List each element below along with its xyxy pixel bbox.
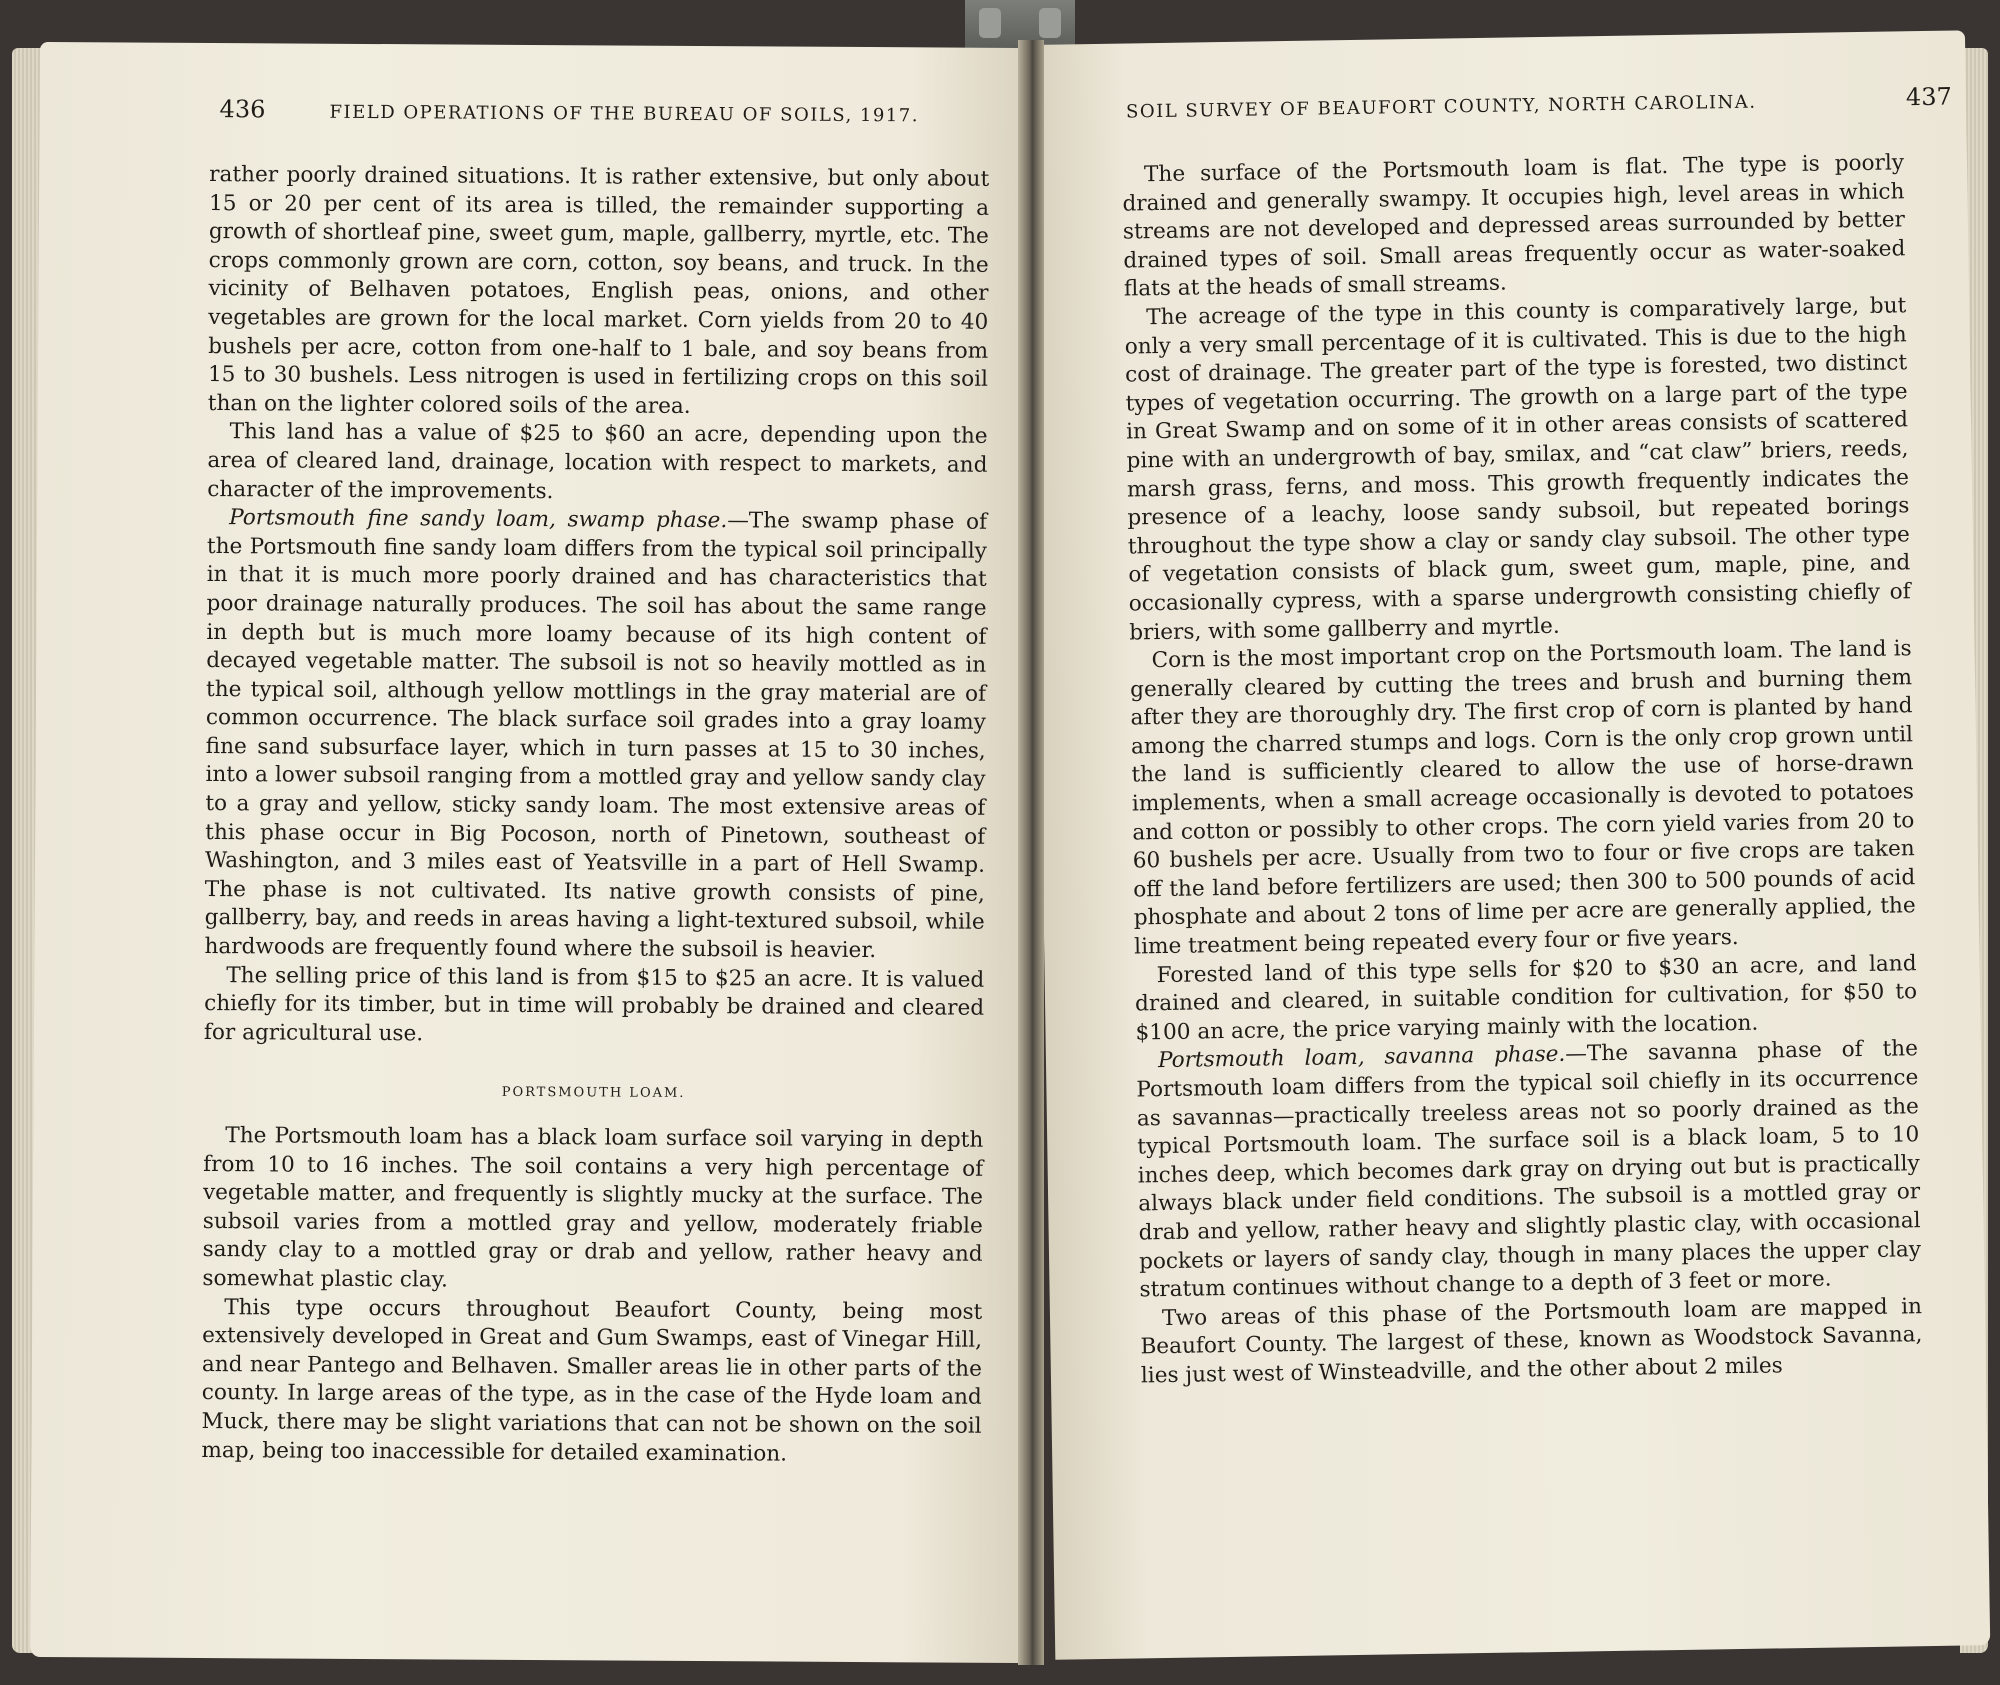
body-text <box>1122 149 1923 1391</box>
paragraph-run-in-title: Portsmouth loam, savanna phase. <box>1157 1042 1566 1074</box>
book-gutter <box>1018 40 1044 1665</box>
paragraph: rather poorly drained situations. It is rather extensive, but only about 15 or 20 per cent of its area is tilled, the remainder supporting a growth of shortleaf pine, sweet gum, maple, gallberry, myrtle, etc. The crops commonly grown are corn, cotton, soy beans, and truck. In the vicinity of Belhaven potatoes, English peas, onions, and other vegetables are grown for the local market. Corn yields from 20 to 40 bushels per acre, cotton from one-half to 1 bale, and soy beans from 15 to 30 bushels. Less nitrogen is used in fertilizing crops on this soil than on the lighter colored soils of the area. <box>207 162 990 419</box>
paragraph: This land has a value of $25 to $60 an acre, depending upon the area of cleared land, drainage, location with respect to markets, and character of the improvements. <box>207 419 988 504</box>
section-heading: PORTSMOUTH LOAM. <box>501 1085 686 1102</box>
left-page <box>30 42 1030 1663</box>
paragraph <box>204 504 987 966</box>
paragraph <box>1136 1036 1922 1306</box>
right-page <box>1030 30 1990 1659</box>
paragraph: Corn is the most important crop on the Portsmouth loam. The land is generally cleared by cutting the trees and brush and burning them after they are thoroughly dry. The first crop of corn is planted by hand among the charred stumps and logs. Corn is the only crop grown until the land is sufficiently cleared to allow the use of horse-drawn implements, when a small acreage occasionally is devoted to potatoes and cotton or possibly to other crops. The corn yield varies from 20 to 60 bushels per acre. Usually from two to four or five crops are taken off the land before fertilizers are used; then 300 to 500 pounds of acid phosphate and about 2 tons of lime per acre are generally applied, the lime treatment being repeated every four or five years. <box>1129 636 1916 960</box>
running-head: SOIL SURVEY OF BEAUFORT COUNTY, NORTH CAROLINA. <box>1125 91 1757 123</box>
paragraph: The acreage of the type in this county is comparatively large, but only a very small percentage of it is cultivated. This is due to the high cost of drainage. The greater part of the type is forested, two distinct types of vegetation occurring. The growth on a large part of the type in Great Swamp and on some of it in other areas consists of scattered pine with an undergrowth of bay, smilax, and “cat claw” briers, reeds, marsh grass, ferns, and moss. This growth frequently indicates the presence of a leachy, loose sandy subsoil, but repeated borings throughout the type show a clay or sandy clay subsoil. The other type of vegetation consists of black gum, sweet gum, maple, pine, and occasionally cypress, with a sparse undergrowth consisting chiefly of briers, with some gallberry and myrtle. <box>1124 293 1911 646</box>
paragraph: The Portsmouth loam has a black loam surface soil varying in depth from 10 to 16 inches. The soil contains a very high percentage of vegetable matter, and frequently is slightly mucky at the surface. The subsoil varies from a mottled gray and yellow, moderately friable sandy clay to a mottled gray or drab and yellow, rather heavy and somewhat plastic clay. <box>202 1123 984 1293</box>
paragraph-body: —The savanna phase of the Portsmouth loam differs from the typical soil chiefly in its occurrence as savannas—practically treeless areas not so poorly drained as the typical Portsmouth loam. The surface soil is a black loam, 5 to 10 inches deep, which becomes dark gray on drying out but is practically always black under field conditions. The subsoil is a mottled gray or drab and yellow, rather heavy and slightly plastic clay, with occasional pockets or layers of sandy clay, though in many places the upper clay stratum continues without change to a depth of 3 feet or more. <box>1136 1036 1922 1303</box>
paragraph-body: —The swamp phase of the Portsmouth fine sandy loam differs from the typical soil principally in that it is much more poorly drained and has characteristics that poor drainage naturally produces. The soil has about the same range in depth but is much more loamy because of its high content of decayed vegetable matter. The subsoil is not so heavily mottled as in the typical soil, although yellow mottlings in the gray material are of common occurrence. The black surface soil grades into a gray loamy fine sand subsurface layer, which in turn passes at 15 to 30 inches, into a lower subsoil ranging from a mottled gray and yellow sandy clay to a gray and yellow, sticky sandy loam. The most extensive areas of this phase occur in Big Pocoson, north of Pinetown, southeast of Washington, and 3 miles east of Yeatsville in a part of Hell Swamp. The phase is not cultivated. Its native growth consists of pine, gallberry, bay, and reeds in areas having a light-textured subsoil, while hardwoods are frequently found where the subsoil is heavier. <box>204 508 988 964</box>
body-text <box>201 161 989 1470</box>
paragraph-run-in-title: Portsmouth fine sandy loam, swamp phase. <box>229 505 728 534</box>
paragraph: Two areas of this phase of the Portsmouth loam are mapped in Beaufort County. The largest of these, known as Woodstock Savanna, lies just west of Winsteadville, and the other about 2 miles <box>1140 1293 1923 1389</box>
paragraph: This type occurs throughout Beaufort County, being most extensively developed in Great and Gum Swamps, east of Vinegar Hill, and near Pantego and Belhaven. Smaller areas lie in other parts of the county. In large areas of the type, as in the case of the Hyde loam and Muck, there may be slight variations that can not be shown on the soil map, being too inaccessible for detailed examination. <box>201 1294 983 1467</box>
paragraph: The surface of the Portsmouth loam is flat. The type is poorly drained and generally swampy. It occupies high, level areas in which streams are not developed and depressed areas surrounded by better drained types of soil. Small areas frequently occur as water-soaked flats at the heads of small streams. <box>1122 150 1906 302</box>
page-number: 436 <box>219 95 266 124</box>
page-number: 437 <box>1905 82 1952 112</box>
paragraph: The selling price of this land is from $15 to $25 an acre. It is valued chiefly for its timber, but in time will probably be drained and cleared for agricultural use. <box>203 962 985 1047</box>
running-head: FIELD OPERATIONS OF THE BUREAU OF SOILS, 1917. <box>329 101 920 127</box>
paragraph: Forested land of this type sells for $20 to $30 an acre, and land drained and cleared, in suitable condition for cultivation, for $50 to $100 an acre, the price varying mainly with the location. <box>1134 950 1918 1046</box>
